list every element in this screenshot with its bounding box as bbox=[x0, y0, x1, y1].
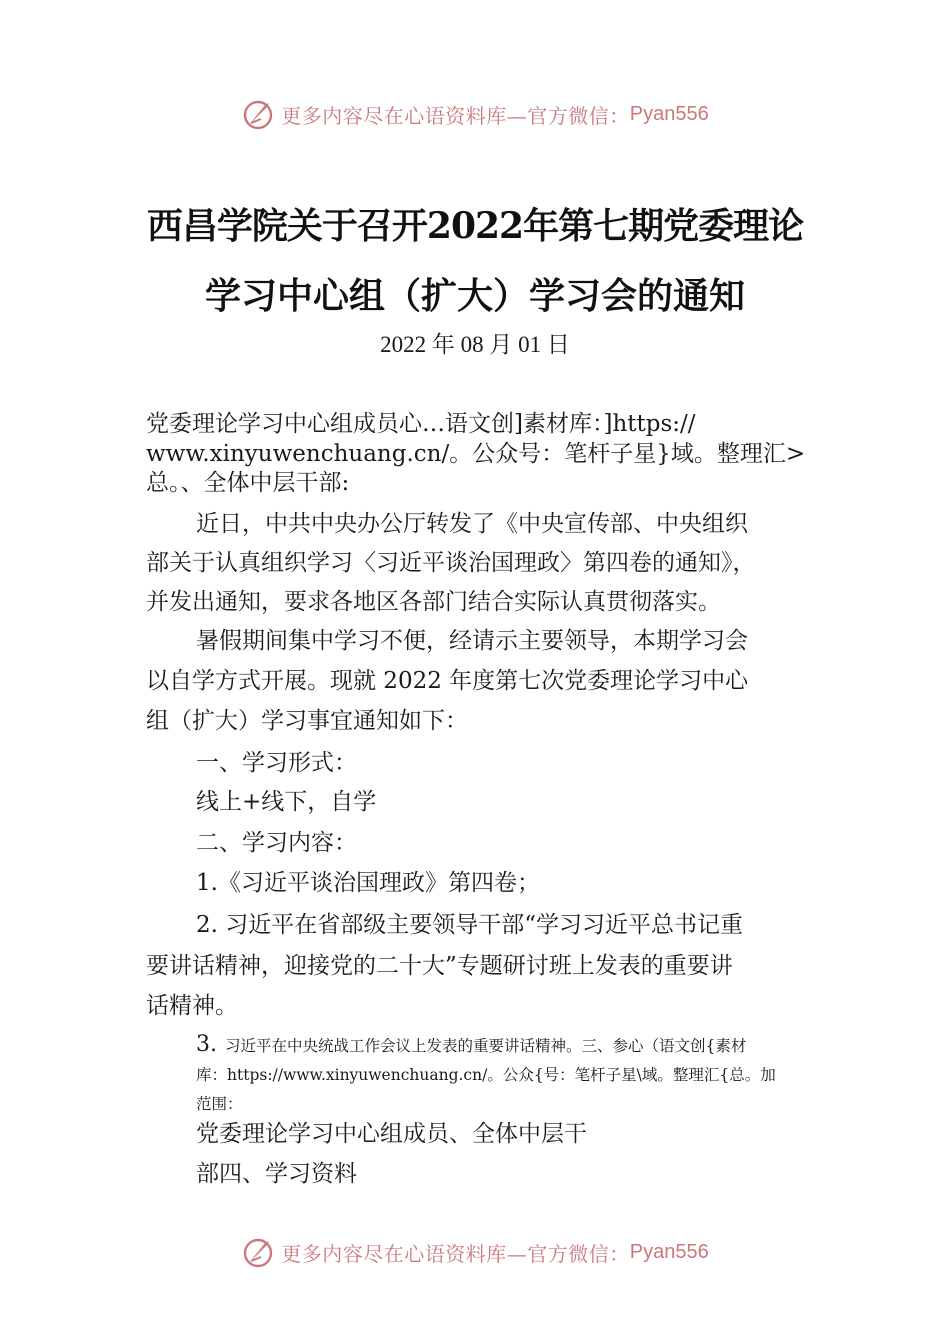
quill-pen-circle-icon bbox=[241, 1235, 275, 1269]
watermark-text: 更多内容尽在心语资料库—官方微信： bbox=[281, 1241, 630, 1266]
quill-pen-circle-icon bbox=[241, 97, 275, 131]
body-line: 组（扩大）学习事宜通知如下： bbox=[146, 708, 468, 734]
body-line: 线上+线下，自学 bbox=[196, 789, 377, 815]
watermark-wechat-id: Pyan556 bbox=[629, 102, 709, 125]
watermark-banner-top bbox=[0, 94, 950, 134]
body-line: 总。、全体中层干部: bbox=[146, 470, 350, 496]
body-line: 近日，中共中央办公厅转发了《中央宣传部、中央组织 bbox=[196, 511, 748, 537]
body-line: 以自学方式开展。现就 2022 年度第七次党委理论学习中心 bbox=[146, 668, 749, 694]
list-item: 2. 习近平在省部级主要领导干部“学习习近平总书记重 bbox=[196, 912, 744, 938]
document-title-line-1: 西昌学院关于召开2022年第七期党委理论 bbox=[146, 205, 804, 247]
body-line: 部关于认真组织学习〈习近平谈治国理政〉第四卷的通知》， bbox=[146, 550, 756, 576]
small-list-item bbox=[196, 1030, 826, 1119]
body-line: 党委理论学习中心组成员心…语文创]素材库：]https:// bbox=[146, 411, 696, 437]
body-line: 要讲话精神，迎接党的二十大”专题研讨班上发表的重要讲 bbox=[146, 953, 733, 979]
small-line: 习近平在中央统战工作会议上发表的重要讲话精神。三、参心（语文创{素材 bbox=[225, 1037, 747, 1055]
document-date: 2022 年 08 月 01 日 bbox=[380, 332, 570, 357]
watermark-wechat-id: Pyan556 bbox=[629, 1240, 709, 1263]
watermark-text: 更多内容尽在心语资料库—官方微信： bbox=[281, 103, 630, 128]
section-heading-content: 二、学习内容： bbox=[196, 830, 357, 856]
section-heading-materials: 部四、学习资料 bbox=[196, 1161, 357, 1187]
section-heading-form: 一、学习形式： bbox=[196, 750, 357, 776]
body-line: 并发出通知，要求各地区各部门结合实际认真贯彻落实。 bbox=[146, 589, 721, 615]
body-line: 暑假期间集中学习不便，经请示主要领导，本期学习会 bbox=[196, 628, 748, 654]
small-line: 范围： bbox=[196, 1095, 243, 1113]
document-title-line-2: 学习中心组（扩大）学习会的通知 bbox=[204, 275, 745, 317]
list-number: 3. bbox=[196, 1032, 217, 1057]
watermark-banner-bottom bbox=[0, 1232, 950, 1272]
body-line: 话精神。 bbox=[146, 993, 238, 1019]
list-item: 1.《习近平谈治国理政》第四卷； bbox=[196, 870, 540, 896]
body-line: www.xinyuwenchuang.cn/。公众号：笔杆子星}域。整理汇> bbox=[146, 441, 806, 467]
small-line: 库：https://www.xinyuwenchuang.cn/。公众{号：笔杆子星\域。整理汇{总。加 bbox=[196, 1066, 776, 1084]
body-line: 党委理论学习中心组成员、全体中层干 bbox=[196, 1121, 587, 1147]
